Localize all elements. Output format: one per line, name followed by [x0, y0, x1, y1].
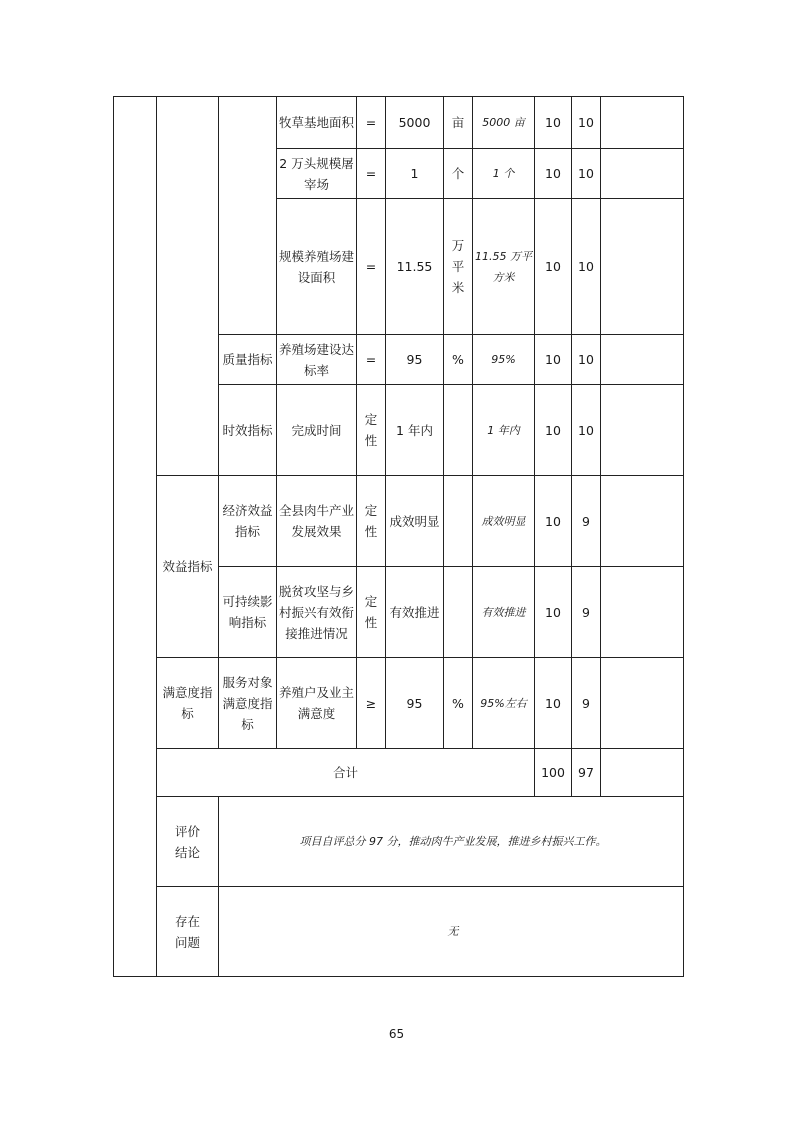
- weight: 10: [535, 149, 572, 199]
- conclusion-label: 评价结论: [157, 797, 219, 887]
- target-value: 成效明显: [386, 476, 444, 567]
- actual-value: 11.55 万平方米: [473, 199, 535, 335]
- score: 10: [572, 149, 601, 199]
- category-benefit: 效益指标: [157, 476, 219, 658]
- actual-value: 成效明显: [473, 476, 535, 567]
- operator: ≥: [357, 658, 386, 749]
- target-value: 有效推进: [386, 567, 444, 658]
- score: 10: [572, 385, 601, 476]
- target-value: 1 年内: [386, 385, 444, 476]
- total-label: 合计: [157, 749, 535, 797]
- target-value: 95: [386, 658, 444, 749]
- total-score: 97: [572, 749, 601, 797]
- indicator-name: 全县肉牛产业发展效果: [277, 476, 357, 567]
- weight: 10: [535, 476, 572, 567]
- note-cell: [601, 567, 684, 658]
- actual-value: 5000 亩: [473, 97, 535, 149]
- note-cell: [601, 476, 684, 567]
- indicator-name: 完成时间: [277, 385, 357, 476]
- score: 9: [572, 658, 601, 749]
- note-cell: [601, 199, 684, 335]
- sub-category: 经济效益指标: [219, 476, 277, 567]
- weight: 10: [535, 335, 572, 385]
- operator: =: [357, 149, 386, 199]
- unit: [444, 476, 473, 567]
- conclusion-text: 项目自评总分 97 分，推动肉牛产业发展，推进乡村振兴工作。: [219, 797, 684, 887]
- actual-value: 1 个: [473, 149, 535, 199]
- table-row: [114, 97, 684, 149]
- weight: 10: [535, 567, 572, 658]
- performance-table: [113, 96, 684, 977]
- sub-category: 质量指标: [219, 335, 277, 385]
- issues-row: [114, 887, 684, 977]
- note-cell: [601, 97, 684, 149]
- indicator-name: 养殖场建设达标率: [277, 335, 357, 385]
- unit: 个: [444, 149, 473, 199]
- indicator-name: 2 万头规模屠宰场: [277, 149, 357, 199]
- operator: 定性: [357, 385, 386, 476]
- table-row: [114, 658, 684, 749]
- operator: =: [357, 199, 386, 335]
- indicator-name: 养殖户及业主满意度: [277, 658, 357, 749]
- category-cell: [157, 97, 219, 476]
- unit: [444, 385, 473, 476]
- category-satisfaction: 满意度指标: [157, 658, 219, 749]
- actual-value: 有效推进: [473, 567, 535, 658]
- unit: %: [444, 335, 473, 385]
- score: 10: [572, 97, 601, 149]
- note-cell: [601, 385, 684, 476]
- note-cell: [601, 658, 684, 749]
- sub-category: 服务对象满意度指标: [219, 658, 277, 749]
- actual-value: 95%左右: [473, 658, 535, 749]
- operator: =: [357, 335, 386, 385]
- issues-label: 存在问题: [157, 887, 219, 977]
- note-cell: [601, 149, 684, 199]
- unit: 万平米: [444, 199, 473, 335]
- weight: 10: [535, 385, 572, 476]
- unit: %: [444, 658, 473, 749]
- score: 10: [572, 199, 601, 335]
- total-row: [114, 749, 684, 797]
- actual-value: 95%: [473, 335, 535, 385]
- actual-value: 1 年内: [473, 385, 535, 476]
- indicator-name: 牧草基地面积: [277, 97, 357, 149]
- conclusion-row: [114, 797, 684, 887]
- weight: 10: [535, 199, 572, 335]
- category-cell: [114, 97, 157, 977]
- operator: 定性: [357, 567, 386, 658]
- score: 9: [572, 476, 601, 567]
- total-weight: 100: [535, 749, 572, 797]
- score: 10: [572, 335, 601, 385]
- issues-text: 无: [219, 887, 684, 977]
- indicator-name: 脱贫攻坚与乡村振兴有效衔接推进情况: [277, 567, 357, 658]
- note-cell: [601, 335, 684, 385]
- target-value: 1: [386, 149, 444, 199]
- target-value: 5000: [386, 97, 444, 149]
- operator: 定性: [357, 476, 386, 567]
- table-row: [114, 476, 684, 567]
- category-cell: [219, 97, 277, 335]
- note-cell: [601, 749, 684, 797]
- weight: 10: [535, 658, 572, 749]
- target-value: 95: [386, 335, 444, 385]
- sub-category: 时效指标: [219, 385, 277, 476]
- operator: =: [357, 97, 386, 149]
- unit: [444, 567, 473, 658]
- sub-category: 可持续影响指标: [219, 567, 277, 658]
- score: 9: [572, 567, 601, 658]
- unit: 亩: [444, 97, 473, 149]
- indicator-name: 规模养殖场建设面积: [277, 199, 357, 335]
- page-number: 65: [388, 1027, 405, 1041]
- target-value: 11.55: [386, 199, 444, 335]
- weight: 10: [535, 97, 572, 149]
